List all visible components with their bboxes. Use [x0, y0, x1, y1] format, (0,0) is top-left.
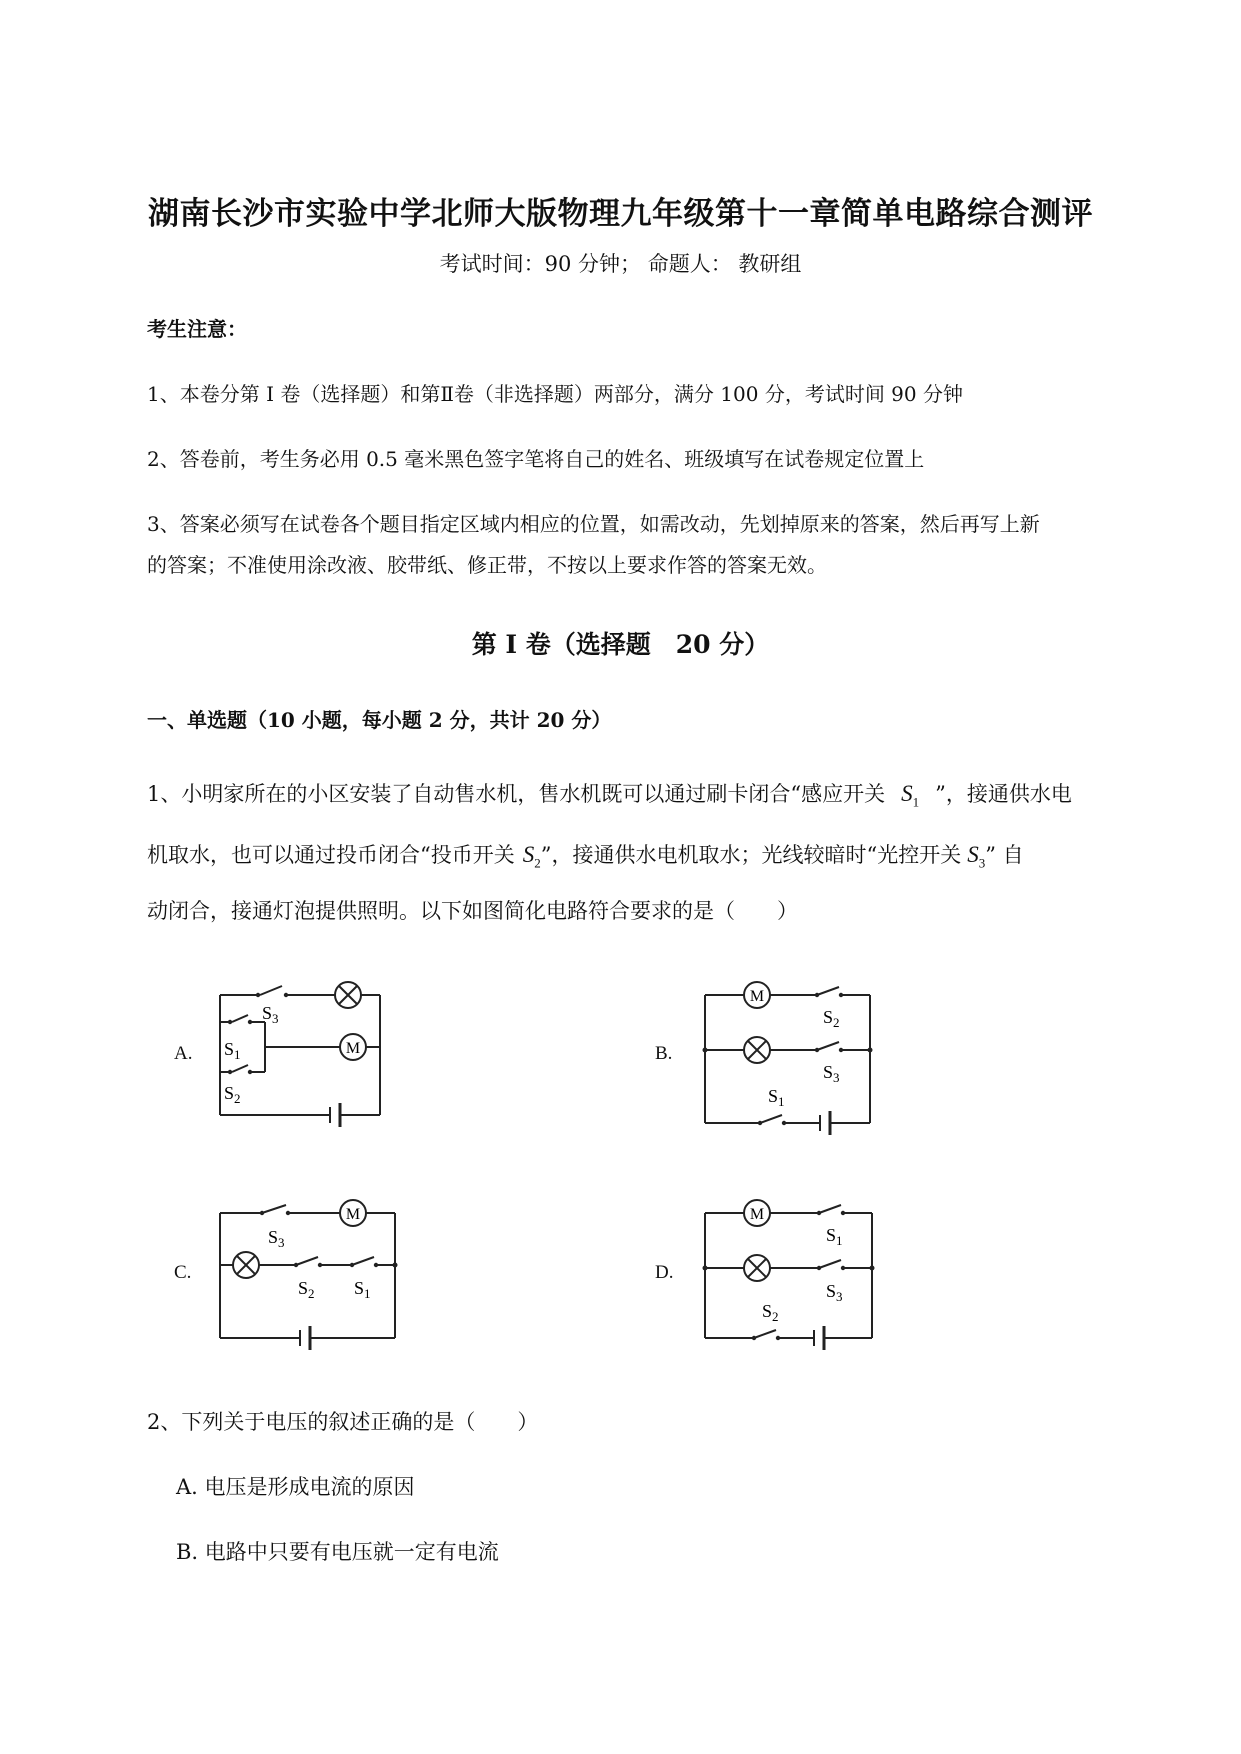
switch-label-s3: $S_3$	[268, 1227, 285, 1250]
switch-label-s2: $S_2$	[823, 1007, 840, 1030]
option-d-label: D.	[655, 1262, 674, 1283]
switch-label-s3: $S_3$	[826, 1281, 843, 1304]
switch-label-s3: $S_3$	[262, 1003, 279, 1026]
page-title: 湖南长沙市实验中学北师大版物理九年级第十一章简单电路综合测评	[148, 196, 1093, 232]
switch-label-s1: $S_1$	[768, 1086, 785, 1109]
section-title: 第 I 卷（选择题 20 分）	[471, 630, 770, 659]
switch-label-s1: $S_1$	[354, 1278, 371, 1301]
question-1-line-1	[147, 778, 1072, 811]
notice-item-2: 2、答卷前，考生务必用 0.5 毫米黑色签字笔将自己的姓名、班级填写在试卷规定位置上	[147, 447, 925, 471]
variable-s1: $S_1$	[901, 781, 920, 810]
notice-item-1: 1、本卷分第 I 卷（选择题）和第Ⅱ卷（非选择题）两部分，满分 100 分，考试时间 90 分钟	[147, 382, 963, 406]
circuit-diagram-c	[200, 1193, 415, 1353]
circuit-diagram-a	[200, 975, 400, 1135]
option-c-label: C.	[174, 1262, 192, 1283]
option-a-label: A.	[174, 1043, 193, 1064]
exam-info: 考试时间：90 分钟； 命题人： 教研组	[439, 252, 802, 276]
notice-item-3-cont: 的答案；不准使用涂改液、胶带纸、修正带，不按以上要求作答的答案无效。	[147, 553, 827, 577]
switch-label-s2: $S_2$	[224, 1083, 241, 1106]
q1-text-1a: 1、小明家所在的小区安装了自动售水机，售水机既可以通过刷卡闭合“感应开关	[147, 782, 886, 806]
switch-label-s2: $S_2$	[298, 1278, 315, 1301]
motor-label: M	[749, 988, 765, 1005]
question-2-stem: 2、下列关于电压的叙述正确的是（ ）	[147, 1410, 539, 1434]
q1-text-2c: ” 自	[985, 843, 1024, 867]
switch-label-s1: $S_1$	[224, 1039, 241, 1062]
circuit-diagram-d	[690, 1193, 890, 1353]
circuit-diagram-b	[690, 975, 890, 1135]
switch-label-s3: $S_3$	[823, 1062, 840, 1085]
q1-text-2b: ”，接通供水电机取水；光线较暗时“光控开关	[540, 843, 962, 867]
variable-s2: $S_2$	[522, 842, 541, 871]
notice-heading: 考生注意：	[147, 317, 247, 341]
variable-s3: $S_3$	[967, 842, 986, 871]
motor-label: M	[345, 1040, 361, 1057]
q1-text-2a: 机取水，也可以通过投币闭合“投币开关	[147, 843, 515, 867]
switch-label-s2: $S_2$	[762, 1301, 779, 1324]
notice-item-3: 3、答案必须写在试卷各个题目指定区域内相应的位置，如需改动，先划掉原来的答案，然后再写上新	[147, 512, 1040, 536]
question-2-option-a: A. 电压是形成电流的原因	[176, 1475, 415, 1499]
motor-label: M	[749, 1206, 765, 1223]
question-1-line-2	[147, 839, 1024, 872]
option-b-label: B.	[655, 1043, 673, 1064]
question-2-option-b: B. 电路中只要有电压就一定有电流	[176, 1540, 499, 1564]
switch-label-s1: $S_1$	[826, 1225, 843, 1248]
part-heading: 一、单选题（10 小题，每小题 2 分，共计 20 分）	[147, 708, 612, 732]
motor-label: M	[345, 1206, 361, 1223]
q1-text-1b: ”，接通供水电	[935, 782, 1072, 806]
question-1-line-3: 动闭合，接通灯泡提供照明。以下如图简化电路符合要求的是（ ）	[147, 899, 798, 923]
